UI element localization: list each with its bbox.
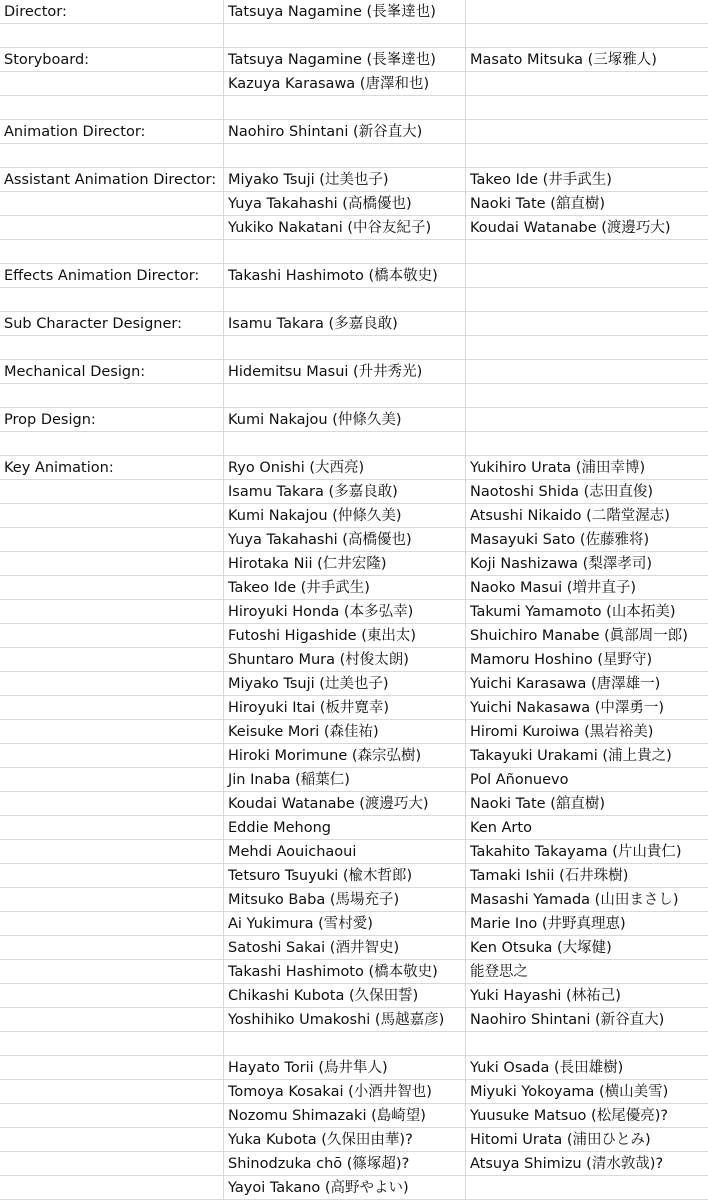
- name-cell-secondary[interactable]: Naotoshi Shida (志田直俊): [470, 484, 653, 500]
- role-cell[interactable]: [0, 648, 224, 672]
- sheet-row: [0, 1152, 708, 1176]
- sheet-row: [0, 288, 708, 312]
- name-cell-primary[interactable]: [224, 144, 466, 168]
- name-cell-primary[interactable]: Futoshi Higashide (東出太): [224, 624, 466, 648]
- name-cell-secondary[interactable]: Hiromi Kuroiwa (黒岩裕美): [470, 724, 654, 740]
- sheet-row: [0, 792, 708, 816]
- role-cell[interactable]: [0, 672, 224, 696]
- name-cell-primary[interactable]: [224, 24, 466, 48]
- name-cell-secondary[interactable]: Yuki Osada (長田雄樹): [470, 1060, 624, 1076]
- role-cell[interactable]: [0, 384, 224, 408]
- sheet-row: [0, 672, 708, 696]
- name-cell-primary[interactable]: Ai Yukimura (雪村愛): [224, 912, 466, 936]
- name-cell-secondary[interactable]: Koji Nashizawa (梨澤孝司): [470, 556, 652, 572]
- name-cell-primary[interactable]: Naohiro Shintani (新谷直大): [224, 120, 466, 144]
- sheet-row: [0, 0, 708, 24]
- name-cell-primary[interactable]: Isamu Takara (多嘉良敢): [224, 312, 466, 336]
- name-cell-primary[interactable]: Hiroki Morimune (森宗弘樹): [224, 744, 466, 768]
- sheet-row: [0, 72, 708, 96]
- name-cell-secondary[interactable]: [466, 384, 708, 408]
- sheet-row: [0, 720, 708, 744]
- sheet-row: [0, 840, 708, 864]
- role-cell[interactable]: Storyboard:: [0, 48, 224, 72]
- name-cell-secondary[interactable]: [466, 336, 708, 360]
- name-cell-primary[interactable]: Mitsuko Baba (馬場充子): [224, 888, 466, 912]
- name-cell-primary[interactable]: Tomoya Kosakai (小酒井智也): [224, 1080, 466, 1104]
- name-cell-secondary[interactable]: [466, 360, 708, 384]
- name-cell-secondary[interactable]: Yukihiro Urata (浦田幸博): [470, 460, 646, 476]
- role-cell[interactable]: [0, 216, 224, 240]
- sheet-row: [0, 888, 708, 912]
- name-cell-secondary[interactable]: [466, 240, 708, 264]
- name-cell-primary[interactable]: Hiroyuki Honda (本多弘幸): [224, 600, 466, 624]
- name-cell-secondary[interactable]: Takayuki Urakami (浦上貴之): [470, 748, 672, 764]
- name-cell-secondary[interactable]: Hitomi Urata (浦田ひとみ): [470, 1132, 651, 1148]
- sheet-row: [0, 192, 708, 216]
- sheet-row: [0, 1176, 708, 1200]
- role-cell[interactable]: [0, 288, 224, 312]
- name-cell-primary[interactable]: Isamu Takara (多嘉良敢): [224, 480, 466, 504]
- name-cell-secondary[interactable]: Atsushi Nikaido (二階堂渥志): [470, 508, 670, 524]
- name-cell-primary[interactable]: Chikashi Kubota (久保田誓): [224, 984, 466, 1008]
- sheet-row: [0, 312, 708, 336]
- sheet-row: [0, 576, 708, 600]
- name-cell-primary[interactable]: Takashi Hashimoto (橋本敬史): [224, 960, 466, 984]
- role-cell[interactable]: [0, 576, 224, 600]
- name-cell-secondary[interactable]: Naoki Tate (舘直樹): [470, 796, 606, 812]
- name-cell-secondary[interactable]: 能登思之: [470, 964, 528, 980]
- role-cell[interactable]: [0, 144, 224, 168]
- name-cell-primary[interactable]: [224, 1032, 466, 1056]
- sheet-row: [0, 624, 708, 648]
- role-cell[interactable]: [0, 936, 224, 960]
- name-cell-primary[interactable]: Takashi Hashimoto (橋本敬史): [224, 264, 466, 288]
- name-cell-primary[interactable]: Koudai Watanabe (渡邊巧大): [224, 792, 466, 816]
- name-cell-primary[interactable]: [224, 384, 466, 408]
- name-cell-secondary[interactable]: Masashi Yamada (山田まさし): [470, 892, 679, 908]
- name-cell-secondary[interactable]: Pol Añonuevo: [470, 772, 569, 788]
- name-cell-primary[interactable]: Miyako Tsuji (辻美也子): [224, 672, 466, 696]
- role-cell[interactable]: [0, 720, 224, 744]
- name-cell-secondary[interactable]: Yuki Hayashi (林祐己): [470, 988, 621, 1004]
- sheet-row: [0, 48, 708, 72]
- sheet-row: [0, 456, 708, 480]
- role-cell[interactable]: [0, 744, 224, 768]
- name-cell-primary[interactable]: Tetsuro Tsuyuki (楡木哲郎): [224, 864, 466, 888]
- name-cell-primary[interactable]: [224, 336, 466, 360]
- sheet-row: [0, 600, 708, 624]
- sheet-row: [0, 1104, 708, 1128]
- name-cell-secondary[interactable]: [466, 1176, 708, 1200]
- name-cell-primary[interactable]: Kazuya Karasawa (唐澤和也): [224, 72, 466, 96]
- role-cell[interactable]: [0, 1080, 224, 1104]
- sheet-row: [0, 1080, 708, 1104]
- name-cell-secondary[interactable]: Naohiro Shintani (新谷直大): [470, 1012, 665, 1028]
- name-cell-primary[interactable]: Keisuke Mori (森佳祐): [224, 720, 466, 744]
- name-cell-primary[interactable]: [224, 240, 466, 264]
- role-cell[interactable]: [0, 984, 224, 1008]
- name-cell-secondary[interactable]: Yuichi Nakasawa (中澤勇一): [470, 700, 665, 716]
- role-cell[interactable]: [0, 552, 224, 576]
- role-cell[interactable]: [0, 72, 224, 96]
- role-cell[interactable]: [0, 840, 224, 864]
- name-cell-primary[interactable]: [224, 432, 466, 456]
- role-cell[interactable]: [0, 432, 224, 456]
- sheet-row: [0, 768, 708, 792]
- name-cell-primary[interactable]: Yuka Kubota (久保田由華)?: [224, 1128, 466, 1152]
- role-cell[interactable]: [0, 1008, 224, 1032]
- name-cell-secondary[interactable]: Masayuki Sato (佐藤雅将): [470, 532, 650, 548]
- role-cell[interactable]: Sub Character Designer:: [0, 312, 224, 336]
- name-cell-primary[interactable]: Kumi Nakajou (仲條久美): [224, 408, 466, 432]
- sheet-row: [0, 336, 708, 360]
- role-cell[interactable]: Key Animation:: [0, 456, 224, 480]
- sheet-row: [0, 648, 708, 672]
- name-cell-secondary[interactable]: [466, 144, 708, 168]
- name-cell-secondary[interactable]: Mamoru Hoshino (星野守): [470, 652, 653, 668]
- name-cell-primary[interactable]: Shuntaro Mura (村俊太朗): [224, 648, 466, 672]
- role-cell[interactable]: [0, 192, 224, 216]
- role-cell[interactable]: [0, 912, 224, 936]
- name-cell-secondary[interactable]: [466, 0, 708, 24]
- name-cell-primary[interactable]: Hiroyuki Itai (板井寛幸): [224, 696, 466, 720]
- name-cell-secondary[interactable]: Takahito Takayama (片山貴仁): [470, 844, 682, 860]
- role-cell[interactable]: [0, 96, 224, 120]
- name-cell-primary[interactable]: Tatsuya Nagamine (長峯達也): [224, 0, 466, 24]
- sheet-row: [0, 816, 708, 840]
- sheet-row: [0, 480, 708, 504]
- name-cell-primary[interactable]: Yuya Takahashi (高橋優也): [224, 192, 466, 216]
- sheet-row: [0, 384, 708, 408]
- role-cell[interactable]: [0, 336, 224, 360]
- name-cell-secondary[interactable]: [466, 72, 708, 96]
- name-cell-primary[interactable]: Jin Inaba (稲葉仁): [224, 768, 466, 792]
- name-cell-primary[interactable]: Yoshihiko Umakoshi (馬越嘉彦): [224, 1008, 466, 1032]
- sheet-row: [0, 168, 708, 192]
- sheet-row: [0, 504, 708, 528]
- name-cell-primary[interactable]: Nozomu Shimazaki (島崎望): [224, 1104, 466, 1128]
- name-cell-primary[interactable]: Yuya Takahashi (高橋優也): [224, 528, 466, 552]
- name-cell-primary[interactable]: Yayoi Takano (高野やよい): [224, 1176, 466, 1200]
- role-cell[interactable]: [0, 480, 224, 504]
- name-cell-secondary[interactable]: Shuichiro Manabe (眞部周一郎): [470, 628, 688, 644]
- sheet-row: [0, 96, 708, 120]
- name-cell-secondary[interactable]: [466, 288, 708, 312]
- sheet-row: [0, 864, 708, 888]
- role-cell[interactable]: [0, 528, 224, 552]
- sheet-row: [0, 216, 708, 240]
- role-cell[interactable]: [0, 624, 224, 648]
- name-cell-primary[interactable]: Satoshi Sakai (酒井智史): [224, 936, 466, 960]
- name-cell-secondary[interactable]: Atsuya Shimizu (清水敦哉)?: [470, 1156, 664, 1172]
- role-cell[interactable]: [0, 768, 224, 792]
- name-cell-primary[interactable]: Kumi Nakajou (仲條久美): [224, 504, 466, 528]
- name-cell-primary[interactable]: Tatsuya Nagamine (長峯達也): [224, 48, 466, 72]
- name-cell-primary[interactable]: Takeo Ide (井手武生): [224, 576, 466, 600]
- role-cell[interactable]: Mechanical Design:: [0, 360, 224, 384]
- sheet-row: [0, 408, 708, 432]
- sheet-row: [0, 432, 708, 456]
- name-cell-secondary[interactable]: [466, 24, 708, 48]
- name-cell-secondary[interactable]: [466, 120, 708, 144]
- name-cell-primary[interactable]: Ryo Onishi (大西亮): [224, 456, 466, 480]
- role-cell[interactable]: [0, 888, 224, 912]
- name-cell-primary[interactable]: [224, 96, 466, 120]
- name-cell-primary[interactable]: Eddie Mehong: [224, 816, 466, 840]
- name-cell-secondary[interactable]: Yuichi Karasawa (唐澤雄一): [470, 676, 661, 692]
- role-cell[interactable]: [0, 504, 224, 528]
- role-cell[interactable]: Animation Director:: [0, 120, 224, 144]
- name-cell-primary[interactable]: Mehdi Aouichaoui: [224, 840, 466, 864]
- name-cell-secondary[interactable]: [466, 264, 708, 288]
- role-cell[interactable]: [0, 864, 224, 888]
- name-cell-secondary[interactable]: Yuusuke Matsuo (松尾優亮)?: [470, 1108, 669, 1124]
- sheet-row: [0, 744, 708, 768]
- role-cell[interactable]: [0, 792, 224, 816]
- sheet-row: [0, 936, 708, 960]
- sheet-row: [0, 24, 708, 48]
- role-cell[interactable]: [0, 696, 224, 720]
- name-cell-secondary[interactable]: [466, 1032, 708, 1056]
- name-cell-secondary[interactable]: [466, 96, 708, 120]
- name-cell-primary[interactable]: Hidemitsu Masui (升井秀光): [224, 360, 466, 384]
- name-cell-secondary[interactable]: Takeo Ide (井手武生): [470, 172, 612, 188]
- name-cell-secondary[interactable]: Tamaki Ishii (石井珠樹): [470, 868, 629, 884]
- name-cell-secondary[interactable]: Marie Ino (井野真理恵): [470, 916, 626, 932]
- role-cell[interactable]: [0, 1104, 224, 1128]
- name-cell-primary[interactable]: Miyako Tsuji (辻美也子): [224, 168, 466, 192]
- name-cell-secondary[interactable]: [466, 408, 708, 432]
- name-cell-secondary[interactable]: [466, 312, 708, 336]
- name-cell-primary[interactable]: Yukiko Nakatani (中谷友紀子): [224, 216, 466, 240]
- role-cell[interactable]: Assistant Animation Director:: [0, 168, 224, 192]
- name-cell-secondary[interactable]: Koudai Watanabe (渡邊巧大): [470, 220, 671, 236]
- name-cell-secondary[interactable]: Naoko Masui (増井直子): [470, 580, 637, 596]
- name-cell-primary[interactable]: [224, 288, 466, 312]
- role-cell[interactable]: Prop Design:: [0, 408, 224, 432]
- role-cell[interactable]: [0, 1128, 224, 1152]
- sheet-row: [0, 528, 708, 552]
- sheet-row: [0, 1056, 708, 1080]
- name-cell-secondary[interactable]: Masato Mitsuka (三塚雅人): [470, 52, 657, 68]
- sheet-row: [0, 240, 708, 264]
- sheet-row: [0, 120, 708, 144]
- name-cell-secondary[interactable]: Takumi Yamamoto (山本拓美): [470, 604, 676, 620]
- name-cell-primary[interactable]: Hirotaka Nii (仁井宏隆): [224, 552, 466, 576]
- name-cell-secondary[interactable]: Miyuki Yokoyama (横山美雪): [470, 1084, 669, 1100]
- role-cell[interactable]: [0, 816, 224, 840]
- sheet-row: [0, 1008, 708, 1032]
- sheet-row: [0, 984, 708, 1008]
- role-cell[interactable]: [0, 1152, 224, 1176]
- role-cell[interactable]: [0, 1032, 224, 1056]
- name-cell-secondary[interactable]: Ken Arto: [470, 820, 532, 836]
- role-cell[interactable]: [0, 600, 224, 624]
- name-cell-secondary[interactable]: Ken Otsuka (大塚健): [470, 940, 612, 956]
- role-cell[interactable]: [0, 240, 224, 264]
- name-cell-secondary[interactable]: [466, 432, 708, 456]
- role-cell[interactable]: [0, 1056, 224, 1080]
- sheet-row: [0, 912, 708, 936]
- sheet-row: [0, 552, 708, 576]
- name-cell-secondary[interactable]: Naoki Tate (舘直樹): [470, 196, 606, 212]
- role-cell[interactable]: [0, 1176, 224, 1200]
- name-cell-primary[interactable]: Shinodzuka chō (篠塚超)?: [224, 1152, 466, 1176]
- sheet-row: [0, 1128, 708, 1152]
- sheet-row: [0, 960, 708, 984]
- role-cell[interactable]: Director:: [0, 0, 224, 24]
- role-cell[interactable]: [0, 960, 224, 984]
- sheet-row: [0, 264, 708, 288]
- sheet-row: [0, 360, 708, 384]
- sheet-row: [0, 1032, 708, 1056]
- role-cell[interactable]: Effects Animation Director:: [0, 264, 224, 288]
- role-cell[interactable]: [0, 24, 224, 48]
- name-cell-primary[interactable]: Hayato Torii (鳥井隼人): [224, 1056, 466, 1080]
- sheet-row: [0, 144, 708, 168]
- sheet-row: [0, 696, 708, 720]
